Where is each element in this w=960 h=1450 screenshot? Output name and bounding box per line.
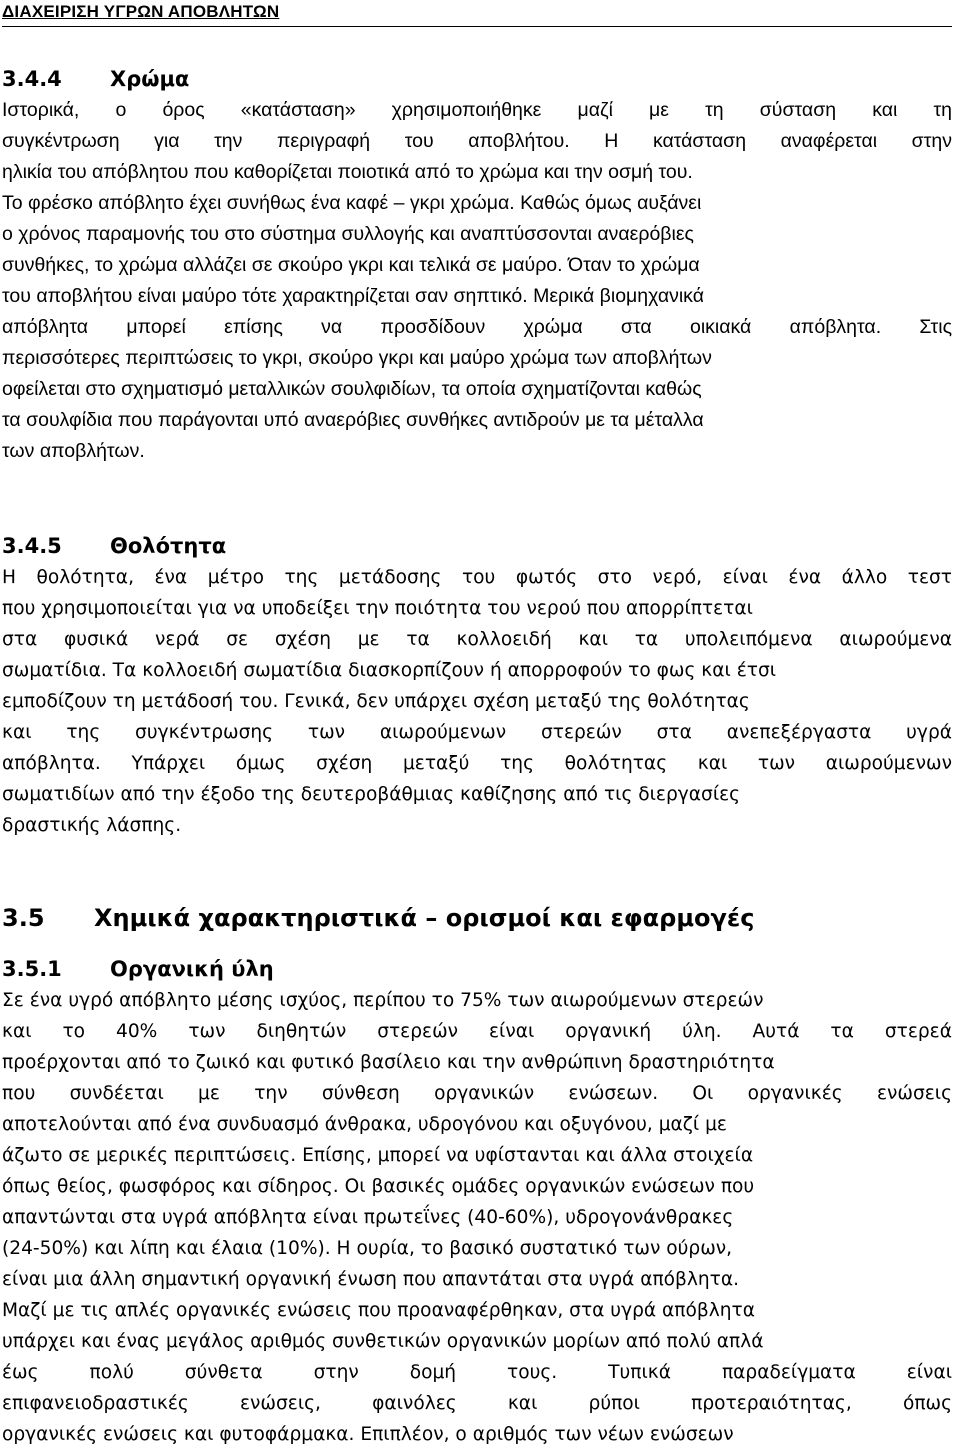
- text-line: που χρησιμοποιείται για να υποδείξει την ποιότητα του νερού που απορρίπτεται: [2, 598, 753, 619]
- heading-title: Χημικά χαρακτηριστικά – ορισμοί και εφαρμογές: [94, 904, 755, 932]
- heading-number: 3.4.4: [2, 67, 62, 91]
- text-line: τα σουλφίδια που παράγονται υπό αναερόβιες συνθήκες αντιδρούν με τα μέταλλα: [2, 409, 704, 431]
- text-line: που συνδέεται με την σύνθεση οργανικών ενώσεων. Οι οργανικές ενώσεις: [2, 1083, 952, 1104]
- heading-number: 3.5: [2, 904, 45, 932]
- text-line: Μαζί με τις απλές οργανικές ενώσεις που προαναφέρθηκαν, στα υγρά απόβλητα: [2, 1300, 755, 1321]
- text-line: έως πολύ σύνθετα στην δομή τους. Τυπικά παραδείγματα είναι: [2, 1362, 952, 1383]
- heading-3-4-4: [2, 66, 189, 92]
- text-line: οφείλεται στο σχηματισμό μεταλλικών σουλφιδίων, τα οποία σχηματίζονται καθώς: [2, 378, 702, 400]
- paragraph-color: [2, 95, 952, 467]
- text-line: είναι μια άλλη σημαντική οργανική ένωση που απαντάται στα υγρά απόβλητα.: [2, 1269, 740, 1290]
- text-line: προέρχονται από το ζωικό και φυτικό βασίλειο και την ανθρώπινη δραστηριότητα: [2, 1052, 775, 1073]
- text-line: και το 40% των διηθητών στερεών είναι οργανική ύλη. Αυτά τα στερεά: [2, 1021, 952, 1042]
- heading-number: 3.5.1: [2, 957, 62, 981]
- running-header: [2, 2, 952, 27]
- text-line: Σε ένα υγρό απόβλητο μέσης ισχύος, περίπου το 75% των αιωρούμενων στερεών: [2, 990, 764, 1011]
- heading-title: Χρώμα: [110, 67, 190, 91]
- heading-3-4-5: [2, 533, 226, 559]
- text-line: δραστικής λάσπης.: [2, 815, 182, 836]
- text-line: (24-50%) και λίπη και έλαια (10%). Η ουρία, το βασικό συστατικό των ούρων,: [2, 1238, 733, 1259]
- text-line: υπάρχει και ένας μεγάλος αριθμός συνθετικών οργανικών μορίων από πολύ απλά: [2, 1331, 764, 1352]
- heading-title: Οργανική ύλη: [110, 957, 274, 981]
- text-line: Ιστορικά, ο όρος «κατάσταση» χρησιμοποιήθηκε μαζί με τη σύσταση και τη: [2, 99, 952, 121]
- running-header-title: ΔΙΑΧΕΙΡΙΣΗ ΥΓΡΩΝ ΑΠΟΒΛΗΤΩΝ: [2, 2, 280, 21]
- text-line: απόβλητα μπορεί επίσης να προσδίδουν χρώμα στα οικιακά απόβλητα. Στις: [2, 316, 952, 338]
- text-line: αποτελούνται από ένα συνδυασμό άνθρακα, υδρογόνου και οξυγόνου, μαζί με: [2, 1114, 727, 1135]
- text-line: σωματίδια. Τα κολλοειδή σωματίδια διασκορπίζουν ή απορροφούν το φως και έτσι: [2, 660, 777, 681]
- text-line: οργανικές ενώσεις και φυτοφάρμακα. Επιπλέον, ο αριθμός των νέων ενώσεων: [2, 1424, 734, 1445]
- text-line: ηλικία του απόβλητου που καθορίζεται ποιοτικά από το χρώμα και την οσμή του.: [2, 161, 693, 183]
- text-line: του αποβλήτου είναι μαύρο τότε χαρακτηρίζεται σαν σηπτικό. Μερικά βιομηχανικά: [2, 285, 704, 307]
- paragraph-turbidity: [2, 562, 952, 841]
- text-line: περισσότερες περιπτώσεις το γκρι, σκούρο γκρι και μαύρο χρώμα των αποβλήτων: [2, 347, 712, 369]
- text-line: άζωτο σε μερικές περιπτώσεις. Επίσης, μπορεί να υφίστανται και άλλα στοιχεία: [2, 1145, 754, 1166]
- text-line: των αποβλήτων.: [2, 440, 145, 462]
- text-line: Η θολότητα, ένα μέτρο της μετάδοσης του φωτός στο νερό, είναι ένα άλλο τεστ: [2, 567, 952, 588]
- text-line: συγκέντρωση για την περιγραφή του αποβλήτου. Η κατάσταση αναφέρεται στην: [2, 130, 952, 152]
- paragraph-organic-matter: [2, 985, 952, 1450]
- text-line: σωματιδίων από την έξοδο της δευτεροβάθμιας καθίζησης από τις διεργασίες: [2, 784, 741, 805]
- text-line: Το φρέσκο απόβλητο έχει συνήθως ένα καφέ – γκρι χρώμα. Καθώς όμως αυξάνει: [2, 192, 702, 214]
- text-line: και της συγκέντρωσης των αιωρούμενων στερεών στα ανεπεξέργαστα υγρά: [2, 722, 952, 743]
- heading-3-5-1: [2, 956, 274, 982]
- text-line: στα φυσικά νερά σε σχέση με τα κολλοειδή και τα υπολειπόμενα αιωρούμενα: [2, 629, 952, 650]
- text-line: όπως θείος, φωσφόρος και σίδηρος. Οι βασικές ομάδες οργανικών ενώσεων που: [2, 1176, 755, 1197]
- text-line: απόβλητα. Υπάρχει όμως σχέση μεταξύ της θολότητας και των αιωρούμενων: [2, 753, 952, 774]
- text-line: επιφανειοδραστικές ενώσεις, φαινόλες και ρύποι προτεραιότητας, όπως: [2, 1393, 952, 1414]
- text-line: συνθήκες, το χρώμα αλλάζει σε σκούρο γκρι και τελικά σε μαύρο. Όταν το χρώμα: [2, 254, 700, 276]
- heading-title: Θολότητα: [110, 534, 227, 558]
- text-line: ο χρόνος παραμονής του στο σύστημα συλλογής και αναπτύσσονται αναερόβιες: [2, 223, 694, 245]
- text-line: εμποδίζουν τη μετάδοσή του. Γενικά, δεν υπάρχει σχέση μεταξύ της θολότητας: [2, 691, 750, 712]
- text-line: απαντώνται στα υγρά απόβλητα είναι πρωτεΐνες (40-60%), υδρογονάνθρακες: [2, 1207, 734, 1228]
- heading-number: 3.4.5: [2, 534, 62, 558]
- heading-3-5: [2, 903, 754, 933]
